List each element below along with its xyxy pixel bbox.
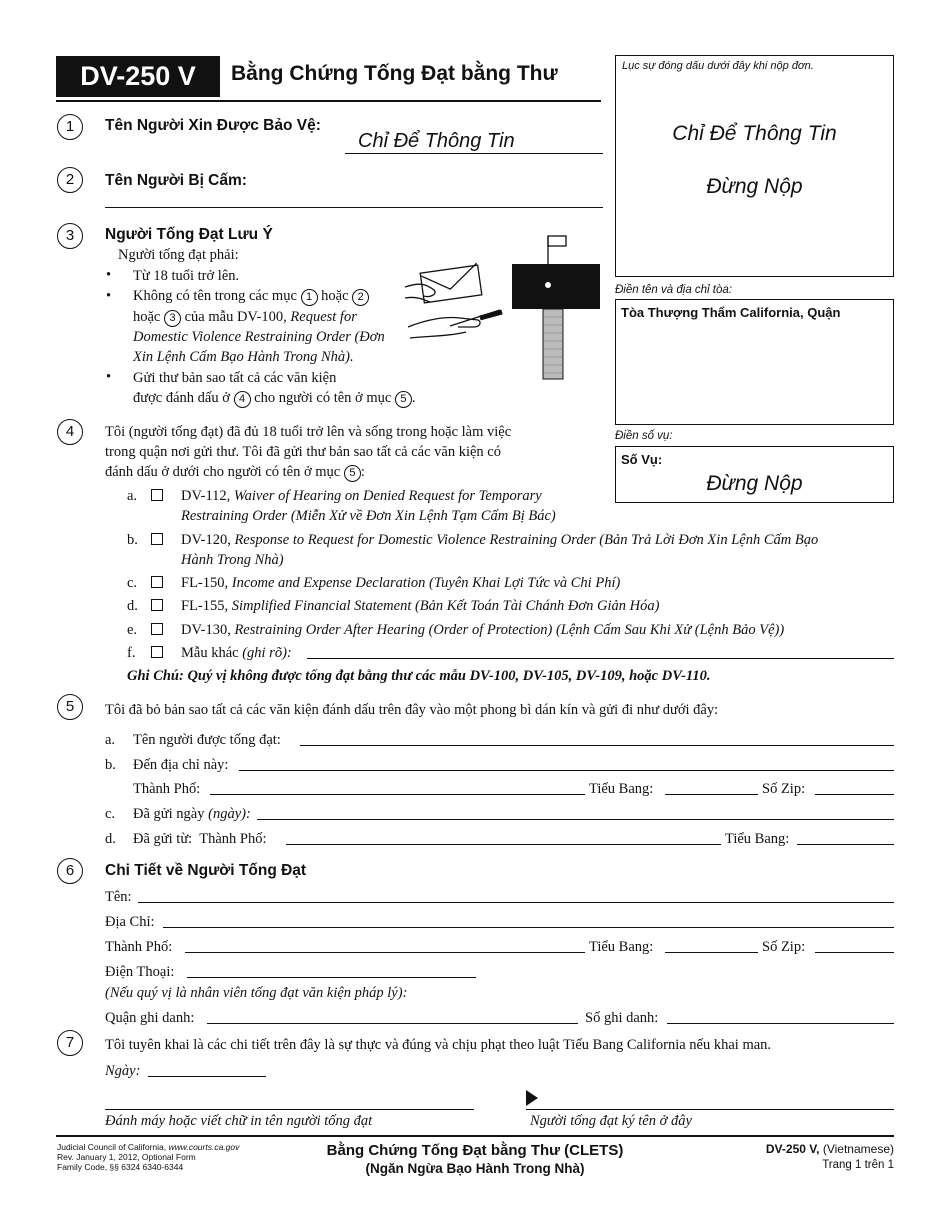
registration-county-line[interactable] <box>207 1023 578 1024</box>
served-zip-label: Số Zip: <box>762 781 806 797</box>
protected-person-line <box>345 153 603 154</box>
bullet-not-named: Không có tên trong các mục 1 hoặc 2 <box>133 288 369 306</box>
footer-rule <box>56 1135 894 1137</box>
restrained-person-line[interactable] <box>105 207 603 208</box>
doc-fl155-checkbox[interactable] <box>151 599 163 611</box>
doc-item-letter: a. <box>127 488 138 504</box>
served-city-label: Thành Phố: <box>133 781 201 797</box>
item-4-line-1: Tôi (người tống đạt) đã đủ 18 tuổi trở lên và sống trong hoặc làm việc <box>105 424 512 440</box>
mailed-from-label: Đã gửi từ: Thành Phố: <box>133 831 267 847</box>
doc-dv130: DV-130, Restraining Order After Hearing (Order of Protection) (Lệnh Cấm Sau Khi Xử (Lệnh Bảo Vệ)) <box>181 622 785 638</box>
served-address-line[interactable] <box>239 770 894 771</box>
protected-person-value[interactable]: Chỉ Để Thông Tin <box>358 130 515 152</box>
doc-fl155: FL-155, Simplified Financial Statement (Bản Kết Toán Tài Chánh Đơn Giản Hóa) <box>181 598 660 614</box>
item-6-number: 6 <box>57 858 83 884</box>
served-name-line[interactable] <box>300 745 894 746</box>
registration-number-label: Số ghi danh: <box>585 1010 659 1026</box>
item-5a-letter: a. <box>105 732 116 748</box>
case-number-label: Số Vụ: <box>621 452 663 467</box>
server-phone-label: Điện Thoại: <box>105 964 175 980</box>
mailbox-illustration <box>400 232 605 382</box>
declaration-text: Tôi tuyên khai là các chi tiết trên đây là sự thực và đúng và chịu phạt theo luật Tiểu Bang California nếu khai man. <box>105 1037 772 1053</box>
bullet: • <box>106 288 112 304</box>
served-state-label: Tiểu Bang: <box>589 781 654 797</box>
footer-form-id: DV-250 V, (Vietnamese) <box>765 1142 894 1156</box>
server-name-line[interactable] <box>138 902 894 903</box>
process-server-note: (Nếu quý vị là nhân viên tống đạt văn kiện pháp lý): <box>105 985 408 1001</box>
item-1-number: 1 <box>57 114 83 140</box>
bullet: • <box>106 369 112 385</box>
server-city-label: Thành Phố: <box>105 939 173 955</box>
mailed-date-line[interactable] <box>257 819 894 820</box>
item-7-number: 7 <box>57 1030 83 1056</box>
doc-dv112: DV-112, Waiver of Hearing on Denied Request for Temporary <box>181 488 542 504</box>
server-phone-line[interactable] <box>187 977 476 978</box>
doc-dv130-checkbox[interactable] <box>151 623 163 635</box>
bullet-mail-copies: Gửi thư bản sao tất cả các văn kiện <box>133 370 337 386</box>
doc-item-letter: d. <box>127 598 138 614</box>
item-4-note: Ghi Chú: Quý vị không được tống đạt bằng thư các mẫu DV-100, DV-105, DV-109, hoặc DV-110. <box>127 668 711 684</box>
signature-arrow-icon <box>526 1090 538 1106</box>
clerk-box-do-not-file: Đừng Nộp <box>706 175 803 198</box>
doc-dv120: DV-120, Response to Request for Domestic Violence Restraining Order (Bản Trả Lời Đơn Xin Lệnh Cấm Bạo <box>181 532 819 548</box>
server-notice-intro: Người tống đạt phải: <box>118 247 239 263</box>
form-title: Bằng Chứng Tống Đạt bằng Thư <box>231 62 558 85</box>
item-5c-letter: c. <box>105 806 116 822</box>
printed-name-line[interactable] <box>105 1109 474 1110</box>
doc-other-line[interactable] <box>307 658 894 659</box>
footer-title: Bằng Chứng Tống Đạt bằng Thư (CLETS) <box>326 1142 624 1159</box>
doc-item-letter: f. <box>127 645 136 661</box>
footer-council: Judicial Council of California, www.courts.ca.gov <box>57 1142 240 1152</box>
clerk-stamp-box <box>615 55 894 277</box>
printed-name-caption: Đánh máy hoặc viết chữ in tên người tống đạt <box>105 1113 373 1129</box>
case-number-value: Đừng Nộp <box>706 472 803 495</box>
item-5-intro: Tôi đã bỏ bản sao tất cả các văn kiện đánh dấu trên đây vào một phong bì dán kín và gửi đi như dưới đây: <box>105 702 719 718</box>
form-id-badge <box>56 56 220 97</box>
item-5d-letter: d. <box>105 831 116 847</box>
served-city-line[interactable] <box>210 794 585 795</box>
registration-county-label: Quận ghi danh: <box>105 1010 195 1026</box>
doc-fl150-checkbox[interactable] <box>151 576 163 588</box>
mailed-from-state-label: Tiểu Bang: <box>725 831 790 847</box>
bullet: • <box>106 267 112 283</box>
item-4-line-2: trong quận nơi gửi thư. Tôi đã gửi thư bản sao tất cả các văn kiện có <box>105 444 501 460</box>
item-4-line-3: đánh dấu ở dưới cho người có tên ở mục 5 : <box>105 464 365 480</box>
date-line[interactable] <box>148 1076 266 1077</box>
server-address-line[interactable] <box>163 927 894 928</box>
mailed-from-city-line[interactable] <box>286 844 721 845</box>
case-box-caption: Điền số vụ: <box>615 430 673 442</box>
server-state-line[interactable] <box>665 952 758 953</box>
server-city-line[interactable] <box>185 952 585 953</box>
bullet-not-named-3: Domestic Violence Restraining Order (Đơn <box>133 329 385 345</box>
server-details-heading: Chi Tiết về Người Tống Đạt <box>105 862 307 879</box>
doc-dv112-2: Restraining Order (Miễn Xử về Đơn Xin Lệnh Tạm Cấm Bị Bác) <box>181 508 556 524</box>
clerk-box-label: Lục sự đóng dấu dưới đây khi nộp đơn. <box>622 60 814 72</box>
registration-number-line[interactable] <box>667 1023 894 1024</box>
server-zip-label: Số Zip: <box>762 939 806 955</box>
item-5b-letter: b. <box>105 757 116 773</box>
doc-dv120-checkbox[interactable] <box>151 533 163 545</box>
bullet-not-named-2: hoặc 3 của mẫu DV-100, Request for <box>133 309 357 325</box>
form-id: DV-250 V <box>80 61 196 91</box>
served-address-label: Đến địa chỉ này: <box>133 757 229 773</box>
mailed-from-state-line[interactable] <box>797 844 894 845</box>
footer-revision: Rev. January 1, 2012, Optional Form <box>57 1152 196 1162</box>
item-3-number: 3 <box>57 223 83 249</box>
clerk-box-info: Chỉ Để Thông Tin <box>672 122 837 145</box>
footer-code: Family Code, §§ 6324 6340-6344 <box>57 1162 184 1172</box>
served-name-label: Tên người được tống đạt: <box>133 732 281 748</box>
item-4-number: 4 <box>57 419 83 445</box>
server-name-label: Tên: <box>105 889 132 905</box>
bullet-age: Từ 18 tuổi trở lên. <box>133 268 240 284</box>
bullet-mail-copies-2: được đánh dấu ở 4 cho người có tên ở mục 5 . <box>133 390 416 406</box>
doc-other-checkbox[interactable] <box>151 646 163 658</box>
footer-subtitle: (Ngăn Ngừa Bạo Hành Trong Nhà) <box>365 1161 585 1176</box>
restrained-person-label: Tên Người Bị Cấm: <box>105 172 247 189</box>
server-address-label: Địa Chỉ: <box>105 914 155 930</box>
protected-person-label: Tên Người Xin Được Bảo Vệ: <box>105 117 321 134</box>
doc-fl150: FL-150, Income and Expense Declaration (Tuyên Khai Lợi Tức và Chi Phí) <box>181 575 621 591</box>
server-state-label: Tiểu Bang: <box>589 939 654 955</box>
doc-dv112-checkbox[interactable] <box>151 489 163 501</box>
court-box-text: Tòa Thượng Thẩm California, Quận <box>621 305 841 320</box>
served-zip-line[interactable] <box>815 794 894 795</box>
footer-page: Trang 1 trên 1 <box>822 1159 894 1171</box>
court-box-caption: Điền tên và địa chỉ tòa: <box>615 284 732 296</box>
mailed-date-label: Đã gửi ngày (ngày): <box>133 806 251 822</box>
signature-caption: Người tống đạt ký tên ở đây <box>530 1113 692 1129</box>
doc-item-letter: c. <box>127 575 138 591</box>
doc-item-letter: b. <box>127 532 138 548</box>
server-notice-heading: Người Tống Đạt Lưu Ý <box>105 226 273 243</box>
served-state-line[interactable] <box>665 794 758 795</box>
bullet-not-named-4: Xin Lệnh Cấm Bạo Hành Trong Nhà). <box>133 349 354 365</box>
date-label: Ngày: <box>105 1063 141 1079</box>
server-zip-line[interactable] <box>815 952 894 953</box>
item-2-number: 2 <box>57 167 83 193</box>
signature-line[interactable] <box>526 1109 894 1110</box>
doc-dv120-2: Hành Trong Nhà) <box>181 552 284 568</box>
doc-other: Mẫu khác (ghi rõ): <box>181 645 292 661</box>
doc-item-letter: e. <box>127 622 138 638</box>
header-rule <box>56 100 601 102</box>
item-5-number: 5 <box>57 694 83 720</box>
